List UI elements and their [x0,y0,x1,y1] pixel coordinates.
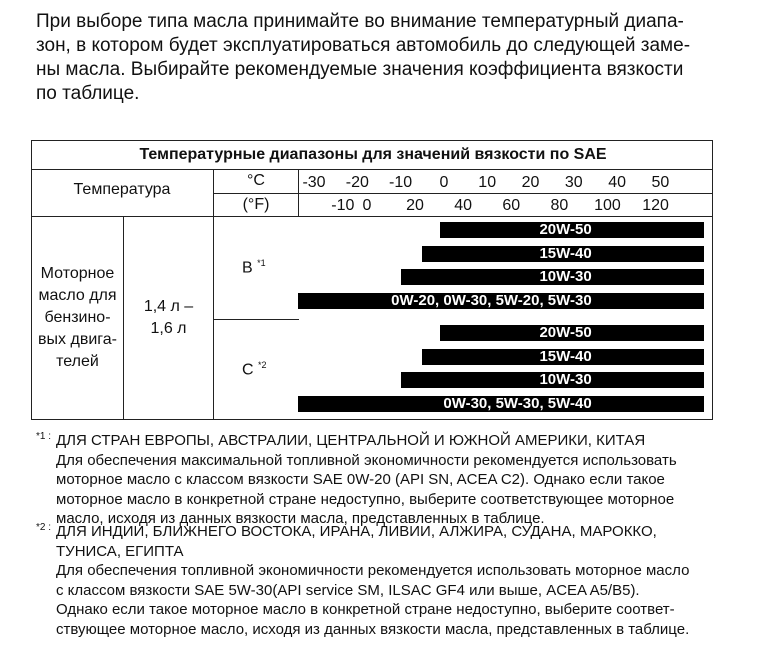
group-c-label [242,360,267,379]
intro-line: ны масла. Выбирайте рекомендуемые значения коэффициента вязкости [36,59,684,80]
footnote-1 [36,431,677,529]
volume-line: 1,6 л [150,320,187,337]
viscosity-bar: 10W-30 [401,269,704,285]
engine-volume [124,296,213,340]
celsius-tick: -10 [389,174,413,191]
table-rule [213,169,214,419]
group-b-label [242,258,266,277]
row-label-line: бензино- [44,309,111,326]
footnote-line: с классом вязкости SAE 5W-30(API service SM, ILSAC GF4 или выше, ACEA A5/B5). [56,581,640,599]
celsius-tick: -20 [345,174,369,191]
table-rule [298,169,299,216]
viscosity-bar: 15W-40 [422,246,703,262]
fahrenheit-unit: (°F) [242,196,270,213]
row-label-line: телей [56,353,99,370]
viscosity-bar: 10W-30 [401,372,704,388]
intro-paragraph [36,10,726,106]
celsius-tick: 30 [564,174,583,191]
intro-line: зон, в котором будет эксплуатироваться автомобиль до следующей заме- [36,35,691,56]
fahrenheit-tick: 100 [594,197,621,214]
footnote-line: моторное масло в конкретной стране недоступно, выберите соответствующее моторное [56,490,675,508]
viscosity-bar: 20W-50 [440,325,704,341]
celsius-unit: °C [247,172,265,189]
viscosity-bar: 0W-30, 5W-30, 5W-40 [298,396,704,412]
footnote-line: ДЛЯ ИНДИИ, БЛИЖНЕГО ВОСТОКА, ИРАНА, ЛИВИИ, АЛЖИРА, СУДАНА, МАРОККО, [56,523,657,540]
table-rule [32,216,712,217]
fahrenheit-tick: -10 [331,197,355,214]
footnote-2 [36,522,689,639]
footnote-line: ДЛЯ СТРАН ЕВРОПЫ, АВСТРАЛИИ, ЦЕНТРАЛЬНОЙ И ЮЖНОЙ АМЕРИКИ, КИТАЯ [56,432,646,449]
celsius-tick: 10 [478,174,497,191]
footnote-line: ствующее моторное масло, исходя из данных вязкости масла, представленных в таблице. [56,620,690,638]
row-label-line: вых двига- [38,331,117,348]
footnote-line: ТУНИСА, ЕГИПТА [56,542,184,560]
group-name: B [242,259,253,277]
viscosity-bar: 20W-50 [440,222,704,238]
group-name: C [242,361,254,379]
celsius-tick: 50 [651,174,670,191]
table-rule [213,319,299,320]
footnote-line: Для обеспечения максимальной топливной экономичности рекомендуется использовать [56,451,677,469]
fahrenheit-tick: 80 [550,197,569,214]
footnote-mark: *2 [258,360,267,370]
footnote-line: моторное масло с классом вязкости SAE 0W-20 (API SN, ACEA C2). Однако если такое [56,471,665,488]
intro-line: по таблице. [36,83,140,104]
celsius-tick: 20 [521,174,540,191]
fahrenheit-tick: 120 [642,197,669,214]
fahrenheit-tick: 60 [502,197,521,214]
volume-line: 1,4 л – [143,298,194,315]
viscosity-bar: 15W-40 [422,349,703,365]
fahrenheit-tick: 0 [362,197,372,214]
celsius-tick: 0 [439,174,449,191]
footnote-line: Для обеспечения топливной экономичности рекомендуется использовать моторное масло [56,562,690,579]
fahrenheit-tick: 20 [406,197,424,214]
intro-line: При выборе типа масла принимайте во внимание температурный диапа- [36,11,684,32]
viscosity-bar: 0W-20, 0W-30, 5W-20, 5W-30 [298,293,704,309]
table-title: Температурные диапазоны для значений вязкости по SAE [139,146,607,163]
footnote-line: Однако если такое моторное масло в конкретной стране недоступно, выберите соответ- [56,601,675,618]
table-rule [32,169,712,170]
footnote-marker: *1 : [36,431,52,442]
footnote-marker: *2 : [36,522,52,533]
row-label-line: Моторное [40,265,115,282]
table-rule [213,193,712,194]
footnote-line: масло, исходя из данных вязкости масла, представленных в таблице. [56,510,545,527]
row-label-line: масло для [38,287,117,304]
temperature-label: Температура [73,181,171,198]
footnote-mark: *1 [257,258,266,268]
celsius-tick: -30 [302,174,326,191]
fahrenheit-tick: 40 [454,197,473,214]
engine-oil-label [32,263,123,373]
viscosity-table [31,140,713,420]
celsius-tick: 40 [608,174,626,191]
